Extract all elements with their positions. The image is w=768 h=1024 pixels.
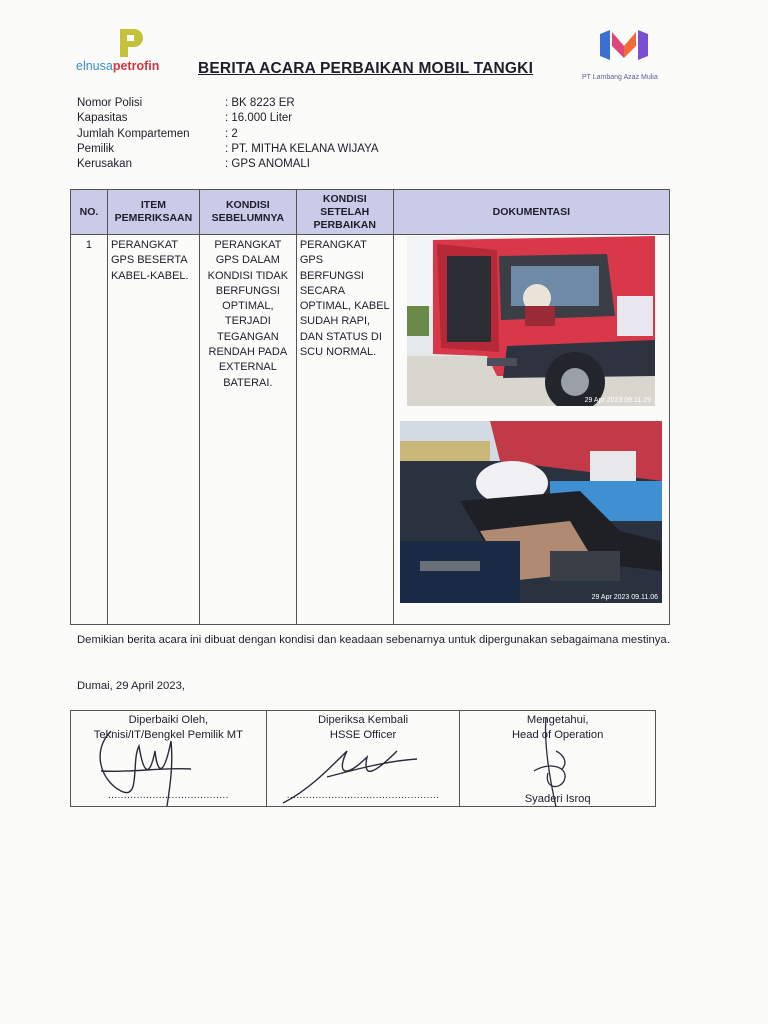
signature-hsse [266, 711, 460, 807]
lam-logo-mark-icon [598, 28, 650, 64]
signature-technician [71, 711, 267, 807]
sig-line1: Diperiksa Kembali [317, 714, 409, 726]
photo2-timestamp: 29 Apr 2023 09.11.06 [591, 594, 658, 601]
signature-head-operation [460, 711, 656, 807]
vehicle-info [77, 97, 379, 173]
info-row-kapasitas [77, 112, 379, 127]
table-header-row [71, 190, 670, 235]
closing-statement: Demikian berita acara ini dibuat dengan kondisi dan keadaan sebenarnya untuk dipergunakan sebagaimana mestinya. [77, 634, 670, 646]
info-value: : 2 [225, 127, 238, 140]
technician-photo-icon [400, 421, 662, 603]
photo-technician-dashboard [400, 421, 662, 603]
header-item: ITEM PEMERIKSAAN [107, 190, 199, 235]
cell-item: PERANGKAT GPS BESERTA KABEL-KABEL. [107, 235, 199, 625]
header-after: KONDISI SETELAH PERBAIKAN [296, 190, 393, 235]
right-logo-caption: PT Lambang Azaz Mulia [582, 74, 658, 81]
cell-before: PERANGKAT GPS DALAM KONDISI TIDAK BERFUNGSI OPTIMAL, TERJADI TEGANGAN RENDAH PADA EXTERNAL BATERAI. [199, 235, 296, 625]
info-row-kompartemen [77, 128, 379, 143]
document-date: Dumai, 29 April 2023, [77, 680, 186, 692]
info-row-pemilik [77, 143, 379, 158]
sig-dots: ...................................... [107, 789, 229, 801]
photo1-timestamp: 29 Apr 2023 09.11.29 [584, 397, 651, 404]
elnusa-brand-text: elnusapetrofin [76, 59, 160, 73]
info-label: Kapasitas [77, 112, 128, 125]
document-title: BERITA ACARA PERBAIKAN MOBIL TANGKI [198, 60, 534, 77]
info-row-nomor-polisi [77, 97, 379, 112]
sig-name: Syaderi Isroq [524, 792, 591, 805]
photo-truck-cab [407, 236, 655, 406]
truck-cab-photo-icon [407, 236, 655, 406]
elnusa-petrofin-logo [76, 25, 176, 77]
info-value: : PT. MITHA KELANA WIJAYA [225, 142, 379, 155]
info-label: Jumlah Kompartemen [77, 127, 190, 140]
info-value: : BK 8223 ER [225, 97, 295, 109]
info-value: : GPS ANOMALI [225, 158, 310, 171]
info-value: : 16.000 Liter [225, 112, 293, 125]
sig-dots: ................................................ [286, 789, 440, 801]
cell-no: 1 [71, 235, 108, 625]
lambang-azaz-mulia-logo [576, 28, 686, 88]
header-documentation: DOKUMENTASI [393, 190, 669, 235]
info-label: Nomor Polisi [77, 97, 143, 109]
elnusa-logo-mark-icon [114, 25, 154, 61]
sig-line2: HSSE Officer [329, 728, 397, 741]
info-label: Pemilik [77, 142, 115, 155]
sig-line2: Head of Operation [511, 728, 604, 741]
signature-table [70, 710, 656, 807]
info-row-kerusakan [77, 158, 379, 173]
sig-line2: Teknisi/IT/Bengkel Pemilik MT [93, 728, 243, 741]
signature-row [71, 711, 656, 807]
sig-line1: Diperbaiki Oleh, [128, 714, 209, 726]
cell-after: PERANGKAT GPS BERFUNGSI SECARA OPTIMAL, KABEL SUDAH RAPI, DAN STATUS DI SCU NORMAL. [296, 235, 393, 625]
header-no: NO. [71, 190, 108, 235]
header-before: KONDISI SEBELUMNYA [199, 190, 296, 235]
info-label: Kerusakan [77, 158, 132, 171]
sig-line1: Mengetahui, [526, 714, 589, 726]
